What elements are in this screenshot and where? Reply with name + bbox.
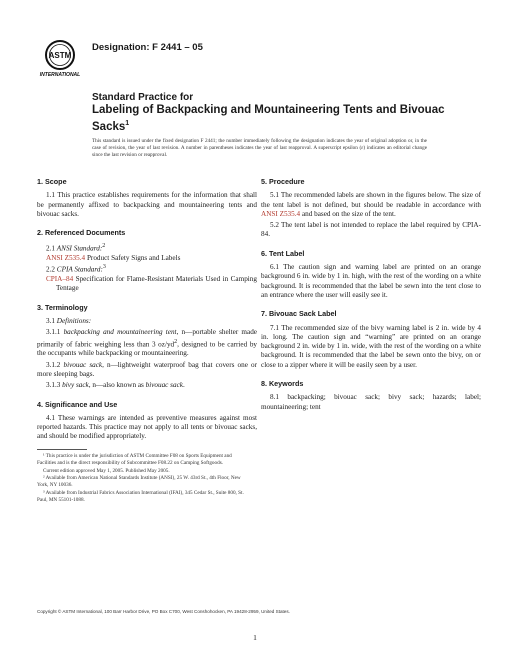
paragraph: 4.1 These warnings are intended as preventive measures against most reported hazards. This practice may not apply to all tents or bivouac sacks, and should be modified appropriately. [37, 413, 257, 441]
ref-group-label: ANSI Standard: [56, 244, 103, 253]
section-heading: 5. Procedure [261, 177, 305, 186]
copyright-line: Copyright © ASTM International, 100 Barr Harbor Drive, PO Box C700, West Conshohocken, PA 19428-2959, United States. [37, 609, 290, 614]
astm-logo [38, 38, 82, 80]
title-block [92, 92, 472, 134]
footnote: ¹ This practice is under the jurisdiction of ASTM Committee F08 on Sports Equipment and Facilities and is the direct responsibility of Subcommittee F08.22 on Camping Softgoods. [37, 453, 232, 466]
logo-subtext: INTERNATIONAL [39, 72, 81, 78]
reference-group [37, 263, 257, 275]
ref-number: 2.1 [46, 244, 57, 253]
section-references [37, 228, 257, 294]
definitions-label: 3.1 Definitions: [46, 317, 92, 326]
reference-link-cpia[interactable]: CPIA–84 [46, 275, 74, 284]
ref-group-label: CPIA Standard: [56, 265, 103, 274]
page-number: 1 [253, 633, 257, 642]
section-heading: 1. Scope [37, 177, 67, 186]
section-heading: 8. Keywords [261, 379, 304, 389]
footnote: ² Available from American National Standards Institute (ANSI), 25 W. 43rd St., 4th Floor, New York, NY 10036. [37, 475, 241, 489]
footnotes [37, 453, 247, 505]
section-keywords [261, 379, 481, 412]
reference-link-ansi[interactable]: ANSI Z535.4 [261, 209, 301, 218]
left-column [37, 177, 257, 451]
reference-group [37, 242, 257, 254]
paragraph: 5.2 The tent label is not intended to replace the label required by CPIA-84. [261, 221, 481, 239]
title-text: Labeling of Backpacking and Mountaineering Tents and Bivouac Sacks [92, 104, 445, 133]
footnote-divider [37, 449, 87, 450]
section-tent-label [261, 249, 481, 300]
section-procedure [261, 177, 481, 240]
footnote-marker: 3 [102, 264, 106, 271]
ref-number: 2.2 [46, 265, 57, 274]
paragraph: 7.1 The recommended size of the bivy warning label is 2 in. wide by 4 in. long. The caution sign and “warning” are printed on an orange background 2 in. wide by 1 in. wide, with the rest of the wording on a white background. It is recommended that the label be sewn onto the bivy, on or close to a zipper where it will be easily seen by a user. [261, 323, 481, 369]
paragraph: 6.1 The caution sign and warning label are printed on an orange background 6 in. wide by 1 in. high, with the rest of the wording on a white background. It is recommended that the label be sewn into the tent close to an entrance where the user will easily see it. [261, 263, 481, 299]
section-heading: 3. Terminology [37, 302, 88, 312]
section-heading: 6. Tent Label [261, 248, 305, 258]
section-terminology [37, 303, 257, 391]
title-footnote-marker: 1 [125, 120, 130, 127]
reference-link-ansi[interactable]: ANSI Z535.4 [46, 254, 86, 263]
designation: Designation: F 2441 – 05 [92, 42, 203, 53]
definition-bivy-sack: 3.1.3 bivy sack, n—also known as bivouac sack. [46, 381, 185, 390]
definition-tent: 3.1.1 backpacking and mountaineering tent, n—portable shelter made primarily of fabric weighing less than 3 $oz/yd^2$, designed to be carried by the occupants while backpacking or mountaineering. [37, 328, 258, 358]
section-heading: 7. Bivouac Sack Label [261, 309, 337, 319]
footnote-marker: 2 [102, 243, 106, 250]
paragraph: 1.1 This practice establishes requirements for the information that shall be permanently affixed to backpacking and mountaineering tents and bivouac sacks. [37, 191, 257, 218]
footnote: ³ Available from Industrial Fabrics Association International (IFAI), 345 Cedar St., Suite 800, St. Paul, MN 55101-1088. [37, 489, 244, 503]
right-column [261, 177, 481, 421]
title-main [92, 104, 472, 134]
title-kind: Standard Practice for [92, 92, 194, 103]
reference-title: Product Safety Signs and Labels [85, 254, 181, 263]
reference-title: Specification for Flame-Resistant Materials Used in Camping Tentage [56, 275, 257, 293]
section-bivouac-label [261, 309, 481, 370]
logo-text: ASTM [48, 51, 72, 60]
reference-item [37, 275, 257, 294]
reference-item [37, 254, 257, 263]
paragraph: 5.1 The recommended labels are shown in the figures below. The size of the tent label is not defined, but should be readable in accordance with ANSI Z535.4 and based on the size of the tent. [261, 191, 481, 218]
standard-notice: This standard is issued under the fixed designation F 2441; the number immediately following the designation indicates the year of original adoption or, in the case of revision, the year of last revision. A number in parentheses indicates the year of last reapproval. A superscript epsilon (ε) indicates an editorial change since the last revision or reapproval. [92, 138, 427, 158]
paragraph: 8.1 backpacking; bivouac sack; bivy sack; hazards; label; mountaineering; tent [261, 393, 481, 411]
section-significance [37, 400, 257, 442]
definition-bivouac-sack: 3.1.2 bivouac sack, n—lightweight waterproof bag that covers one or more sleeping bags. [37, 360, 257, 378]
section-scope [37, 177, 257, 219]
section-heading: 2. Referenced Documents [37, 228, 126, 238]
footnote: Current edition approved May 1, 2005. Published May 2005. [43, 467, 170, 474]
section-heading: 4. Significance and Use [37, 399, 118, 409]
